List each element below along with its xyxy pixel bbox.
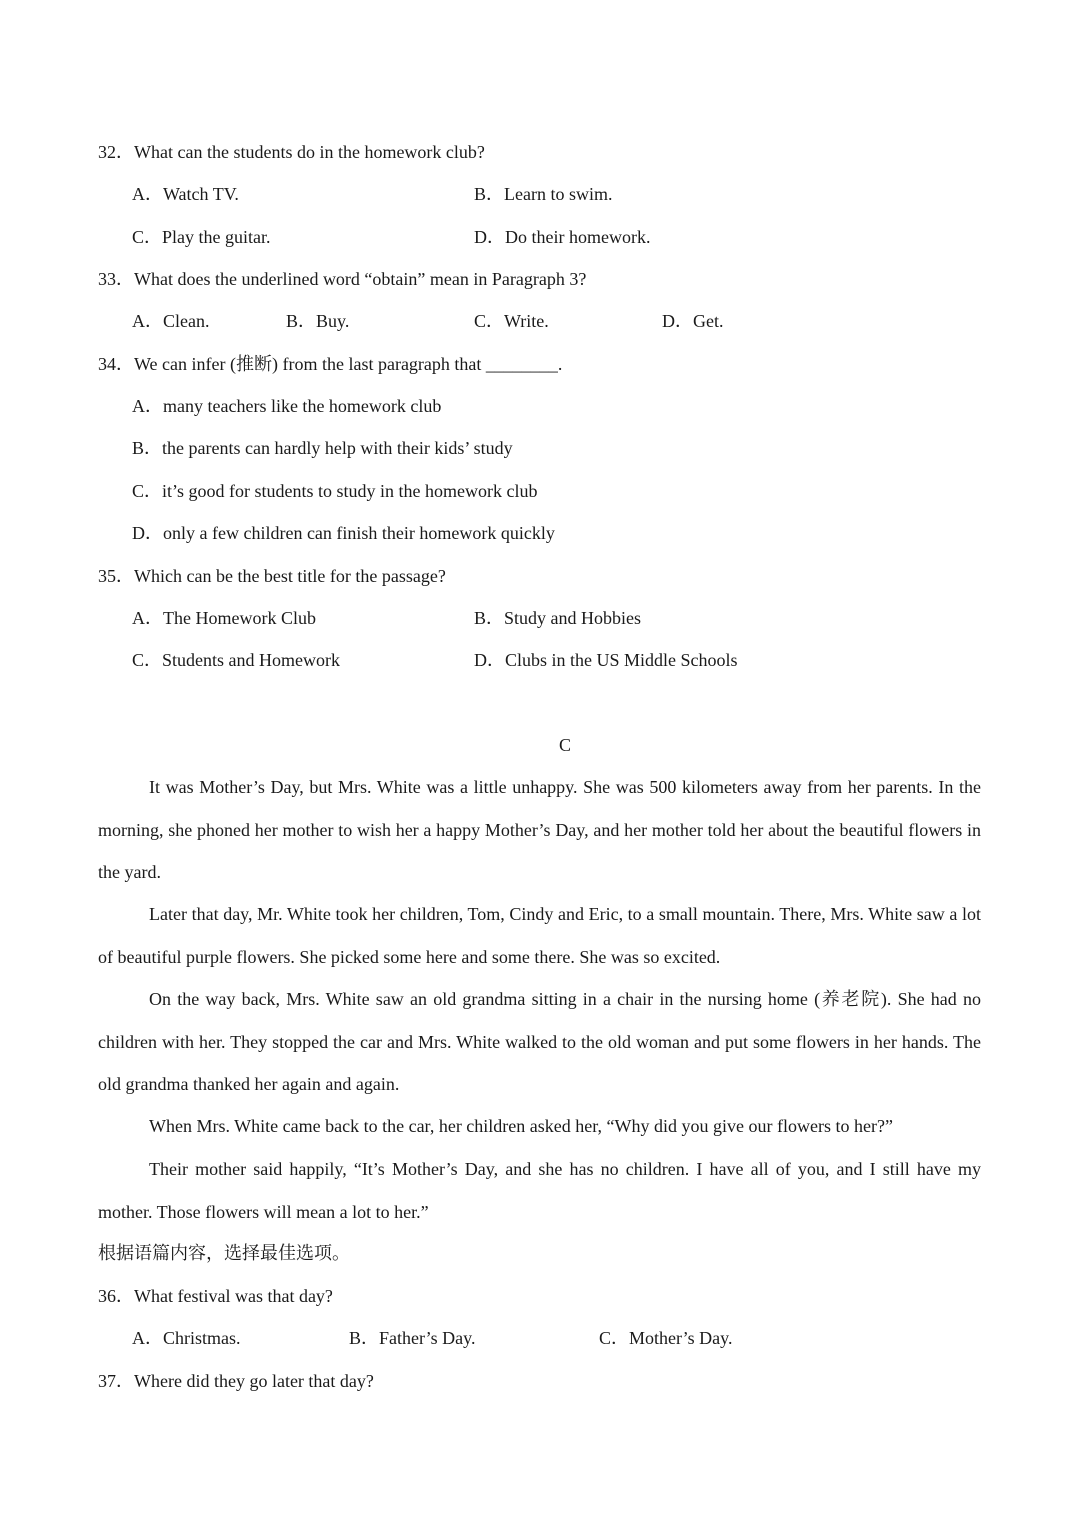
question-34-option-d: D．only a few children can finish their homework quickly bbox=[132, 523, 555, 543]
question-33-option-c: C．Write. bbox=[474, 311, 549, 331]
question-35-option-a: A．The Homework Club bbox=[132, 608, 316, 628]
passage-paragraph-3: On the way back, Mrs. White saw an old grandma sitting in a chair in the nursing home (养老院). She had no children with her. They stopped the car and Mrs. White walked to the old woman and put some flowers in her hands. The old grandma thanked her again and again. bbox=[98, 989, 981, 1094]
question-32-option-c: C．Play the guitar. bbox=[132, 227, 271, 247]
question-35-option-d: D．Clubs in the US Middle Schools bbox=[474, 650, 738, 670]
question-34-stem: 34．We can infer (推断) from the last paragraph that ________. bbox=[98, 354, 563, 374]
question-36-stem: 36．What festival was that day? bbox=[98, 1286, 333, 1306]
question-35-option-b: B．Study and Hobbies bbox=[474, 608, 642, 628]
passage-paragraph-2: Later that day, Mr. White took her children, Tom, Cindy and Eric, to a small mountain. There, Mrs. White saw a lot of beautiful purple flowers. She picked some here and some there. She was so excited. bbox=[98, 904, 981, 967]
question-32-option-b: B．Learn to swim. bbox=[474, 184, 613, 204]
question-32-option-d: D．Do their homework. bbox=[474, 227, 651, 247]
question-36-option-c: C．Mother’s Day. bbox=[599, 1328, 733, 1348]
question-35-option-c: C．Students and Homework bbox=[132, 650, 340, 670]
question-34-option-a: A．many teachers like the homework club bbox=[132, 396, 442, 416]
question-33-option-b: B．Buy. bbox=[286, 311, 350, 331]
question-36-option-a: A．Christmas. bbox=[132, 1328, 241, 1348]
question-32-option-a: A．Watch TV. bbox=[132, 184, 239, 204]
question-33-option-a: A．Clean. bbox=[132, 311, 210, 331]
question-34-option-c: C．it’s good for students to study in the homework club bbox=[132, 481, 538, 501]
passage-paragraph-1: It was Mother’s Day, but Mrs. White was a little unhappy. She was 500 kilometers away from her parents. In the morning, she phoned her mother to wish her a happy Mother’s Day, and her mother told her about the beautiful flowers in the yard. bbox=[98, 777, 981, 882]
passage-paragraph-5: Their mother said happily, “It’s Mother’s Day, and she has no children. I have all of you, and I still have my mother. Those flowers will mean a lot to her.” bbox=[98, 1159, 981, 1222]
question-33-stem: 33．What does the underlined word “obtain” mean in Paragraph 3? bbox=[98, 269, 587, 289]
passage-instruction: 根据语篇内容，选择最佳选项。 bbox=[98, 1243, 350, 1263]
question-36-option-b: B．Father’s Day. bbox=[349, 1328, 476, 1348]
question-32-stem: 32．What can the students do in the homework club? bbox=[98, 142, 485, 162]
question-37-stem: 37．Where did they go later that day? bbox=[98, 1371, 374, 1391]
question-35-stem: 35．Which can be the best title for the passage? bbox=[98, 566, 446, 586]
section-heading: C bbox=[558, 735, 571, 755]
question-34-option-b: B．the parents can hardly help with their kids’ study bbox=[132, 438, 513, 458]
question-33-option-d: D．Get. bbox=[662, 311, 724, 331]
passage-paragraph-4: When Mrs. White came back to the car, her children asked her, “Why did you give our flowers to her?” bbox=[149, 1116, 893, 1136]
